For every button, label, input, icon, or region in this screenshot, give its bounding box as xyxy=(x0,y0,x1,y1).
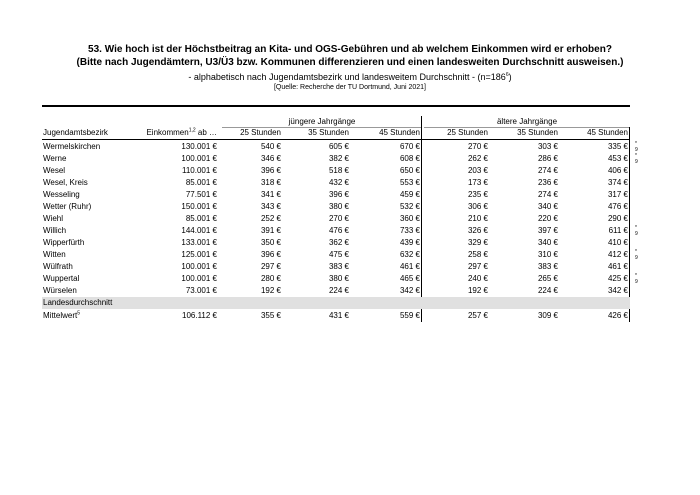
cell-income: 85.001 € xyxy=(185,178,217,187)
table-top-rule xyxy=(42,105,630,107)
cell-income: 85.001 € xyxy=(185,214,217,223)
cell-older-45h: 453 € xyxy=(607,154,628,163)
row-footnote-mark: * 9 xyxy=(635,225,638,237)
subtitle-end: ) xyxy=(508,72,512,82)
cell-older-25h: 306 € xyxy=(467,202,488,211)
cell-income: 110.001 € xyxy=(182,166,217,175)
cell-younger-45h: 459 € xyxy=(399,190,420,199)
cell-district: Wermelskirchen xyxy=(43,142,101,151)
cell-younger-45h: 553 € xyxy=(399,178,420,187)
cell-income: 100.001 € xyxy=(181,262,217,271)
page-subtitle xyxy=(0,72,700,82)
cell-older-35h: 340 € xyxy=(537,202,558,211)
mean-label-text: Mittelwert xyxy=(43,311,78,320)
cell-younger-25h: 318 € xyxy=(260,178,281,187)
table-row xyxy=(42,201,630,213)
table-row xyxy=(42,189,630,201)
cell-younger-45h: 439 € xyxy=(399,238,420,247)
page-title-note: (Bitte nach Jugendämtern, U3/Ü3 bzw. Kommunen differenzieren und einen landesweiten Durchschnitt ausweisen.) xyxy=(76,57,624,68)
col-header-younger-25h: 25 Stunden xyxy=(240,128,281,137)
cell-younger-35h: 476 € xyxy=(328,226,349,235)
cell-older-25h: 262 € xyxy=(467,154,488,163)
cell-older-25h: 270 € xyxy=(467,142,488,151)
mean-cell-older-25h: 257 € xyxy=(467,311,488,320)
table-row xyxy=(42,165,630,177)
cell-younger-35h: 362 € xyxy=(328,238,349,247)
section-row-state-average xyxy=(42,297,630,309)
cell-older-35h: 224 € xyxy=(537,286,558,295)
cell-older-35h: 286 € xyxy=(537,154,558,163)
cell-younger-25h: 252 € xyxy=(260,214,281,223)
cell-income: 125.001 € xyxy=(181,250,217,259)
cell-older-25h: 258 € xyxy=(467,250,488,259)
table-row xyxy=(42,273,638,285)
row-footnote-mark: * 9 xyxy=(635,153,638,165)
row-footnote-mark: * 9 xyxy=(635,273,638,285)
cell-district: Würselen xyxy=(43,286,77,295)
cell-district: Wesel, Kreis xyxy=(43,178,88,187)
cell-older-25h: 210 € xyxy=(467,214,488,223)
mean-cell-younger-45h: 559 € xyxy=(399,311,420,320)
col-header-younger-35h: 35 Stunden xyxy=(308,128,349,137)
cell-younger-35h: 382 € xyxy=(328,154,349,163)
cell-younger-35h: 270 € xyxy=(328,214,349,223)
mean-cell-younger-25h: 355 € xyxy=(260,311,281,320)
cell-older-25h: 192 € xyxy=(467,286,488,295)
cell-younger-35h: 518 € xyxy=(328,166,349,175)
col-header-older-25h: 25 Stunden xyxy=(447,128,488,137)
cell-older-35h: 310 € xyxy=(537,250,558,259)
cell-district: Werne xyxy=(43,154,67,163)
cell-older-35h: 220 € xyxy=(537,214,558,223)
cell-district: Wülfrath xyxy=(43,262,73,271)
cell-older-45h: 290 € xyxy=(607,214,628,223)
cell-older-35h: 383 € xyxy=(537,262,558,271)
cell-older-45h: 410 € xyxy=(607,238,628,247)
cell-older-45h: 425 € xyxy=(607,274,628,283)
table-row xyxy=(42,225,638,237)
cell-income: 133.001 € xyxy=(181,238,217,247)
mean-cell-older-45h: 426 € xyxy=(607,311,628,320)
cell-district: Wiehl xyxy=(43,214,64,223)
cell-younger-25h: 396 € xyxy=(260,166,281,175)
cell-older-25h: 173 € xyxy=(467,178,488,187)
cell-district: Witten xyxy=(43,250,66,259)
cell-older-25h: 240 € xyxy=(467,274,488,283)
cell-district: Wipperfürth xyxy=(43,238,85,247)
cell-older-35h: 265 € xyxy=(537,274,558,283)
cell-younger-45h: 632 € xyxy=(399,250,420,259)
cell-income: 150.001 € xyxy=(181,202,217,211)
cell-older-35h: 274 € xyxy=(537,190,558,199)
group-header-older: ältere Jahrgänge xyxy=(496,117,558,126)
subtitle-text: - alphabetisch nach Jugendamtsbezirk und landesweitem Durchschnitt - (n=186 xyxy=(188,72,506,82)
cell-older-45h: 611 € xyxy=(608,226,628,235)
cell-younger-45h: 532 € xyxy=(399,202,420,211)
cell-younger-25h: 341 € xyxy=(260,190,281,199)
cell-district: Wetter (Ruhr) xyxy=(43,202,92,211)
cell-younger-45h: 360 € xyxy=(399,214,420,223)
cell-district: Wesel xyxy=(43,166,66,175)
cell-income: 144.001 € xyxy=(181,226,217,235)
cell-younger-45h: 733 € xyxy=(399,226,420,235)
cell-district: Willich xyxy=(43,226,67,235)
cell-income: 77.501 € xyxy=(185,190,217,199)
cell-older-45h: 412 € xyxy=(607,250,628,259)
cell-district: Wesseling xyxy=(43,190,80,199)
cell-younger-25h: 540 € xyxy=(260,142,281,151)
row-footnote-mark: * 9 xyxy=(635,141,638,153)
cell-older-25h: 297 € xyxy=(467,262,488,271)
header-bottom-rule xyxy=(42,139,630,140)
cell-older-25h: 329 € xyxy=(467,238,488,247)
cell-younger-35h: 475 € xyxy=(328,250,349,259)
cell-older-35h: 340 € xyxy=(537,238,558,247)
income-header-suffix: ab … xyxy=(195,128,217,137)
mean-footnote-mark: 5 xyxy=(77,310,81,317)
cell-younger-25h: 192 € xyxy=(260,286,281,295)
cell-older-45h: 317 € xyxy=(607,190,628,199)
col-header-younger-45h: 45 Stunden xyxy=(379,128,420,137)
cell-older-45h: 461 € xyxy=(607,262,628,271)
cell-younger-35h: 432 € xyxy=(328,178,349,187)
mean-cell-income: 106.112 € xyxy=(182,311,217,320)
group-header-younger: jüngere Jahrgänge xyxy=(288,117,356,126)
cell-income: 130.001 € xyxy=(181,142,217,151)
cell-older-45h: 406 € xyxy=(607,166,628,175)
cell-younger-35h: 380 € xyxy=(328,274,349,283)
cell-younger-35h: 605 € xyxy=(328,142,349,151)
cell-younger-45h: 670 € xyxy=(399,142,420,151)
table-row xyxy=(42,261,630,273)
column-header-row xyxy=(42,127,630,139)
row-footnote-mark: * 9 xyxy=(635,249,638,261)
col-header-older-45h: 45 Stunden xyxy=(587,128,628,137)
cell-older-45h: 342 € xyxy=(607,286,628,295)
income-footnote-mark: 1,2 xyxy=(188,127,196,134)
table-row xyxy=(42,177,630,189)
cell-older-45h: 476 € xyxy=(607,202,628,211)
cell-older-25h: 203 € xyxy=(467,166,488,175)
cell-older-45h: 335 € xyxy=(607,142,628,151)
cell-older-25h: 235 € xyxy=(467,190,488,199)
cell-older-35h: 274 € xyxy=(537,166,558,175)
table-row xyxy=(42,141,638,153)
section-label: Landesdurchschnitt xyxy=(43,298,113,307)
cell-younger-35h: 224 € xyxy=(328,286,349,295)
mean-cell-older-35h: 309 € xyxy=(537,311,558,320)
cell-younger-45h: 342 € xyxy=(399,286,420,295)
cell-older-35h: 236 € xyxy=(537,178,558,187)
cell-older-35h: 397 € xyxy=(537,226,558,235)
col-header-income xyxy=(132,127,217,139)
table-row xyxy=(42,213,630,225)
cell-younger-45h: 650 € xyxy=(399,166,420,175)
cell-younger-25h: 346 € xyxy=(260,154,281,163)
cell-younger-25h: 391 € xyxy=(260,226,281,235)
cell-younger-25h: 396 € xyxy=(260,250,281,259)
page-title: 53. Wie hoch ist der Höchstbeitrag an Kita- und OGS-Gebühren und ab welchem Einkommen wird er erhoben? xyxy=(88,44,612,55)
cell-younger-35h: 380 € xyxy=(328,202,349,211)
cell-older-25h: 326 € xyxy=(467,226,488,235)
cell-older-35h: 303 € xyxy=(537,142,558,151)
income-header-text: Einkommen xyxy=(146,128,189,137)
cell-younger-25h: 280 € xyxy=(260,274,281,283)
cell-younger-25h: 297 € xyxy=(260,262,281,271)
cell-younger-45h: 461 € xyxy=(399,262,420,271)
table-row xyxy=(42,285,630,297)
col-header-older-35h: 35 Stunden xyxy=(517,128,558,137)
cell-younger-35h: 396 € xyxy=(328,190,349,199)
table-row xyxy=(42,237,630,249)
subtitle-footnote-mark: 6 xyxy=(505,72,509,78)
cell-income: 73.001 € xyxy=(185,286,217,295)
cell-income: 100.001 € xyxy=(181,274,217,283)
source-note: [Quelle: Recherche der TU Dortmund, Juni 2021] xyxy=(273,84,426,91)
cell-older-45h: 374 € xyxy=(607,178,628,187)
cell-younger-45h: 608 € xyxy=(399,154,420,163)
col-header-district: Jugendamtsbezirk xyxy=(43,128,108,137)
cell-younger-25h: 343 € xyxy=(260,202,281,211)
cell-younger-35h: 383 € xyxy=(328,262,349,271)
cell-income: 100.001 € xyxy=(181,154,217,163)
cell-district: Wuppertal xyxy=(43,274,80,283)
table-row xyxy=(42,153,638,165)
cell-younger-25h: 350 € xyxy=(260,238,281,247)
mean-row xyxy=(42,310,630,322)
cell-younger-45h: 465 € xyxy=(399,274,420,283)
mean-cell-younger-35h: 431 € xyxy=(328,311,349,320)
table-row xyxy=(42,249,638,261)
